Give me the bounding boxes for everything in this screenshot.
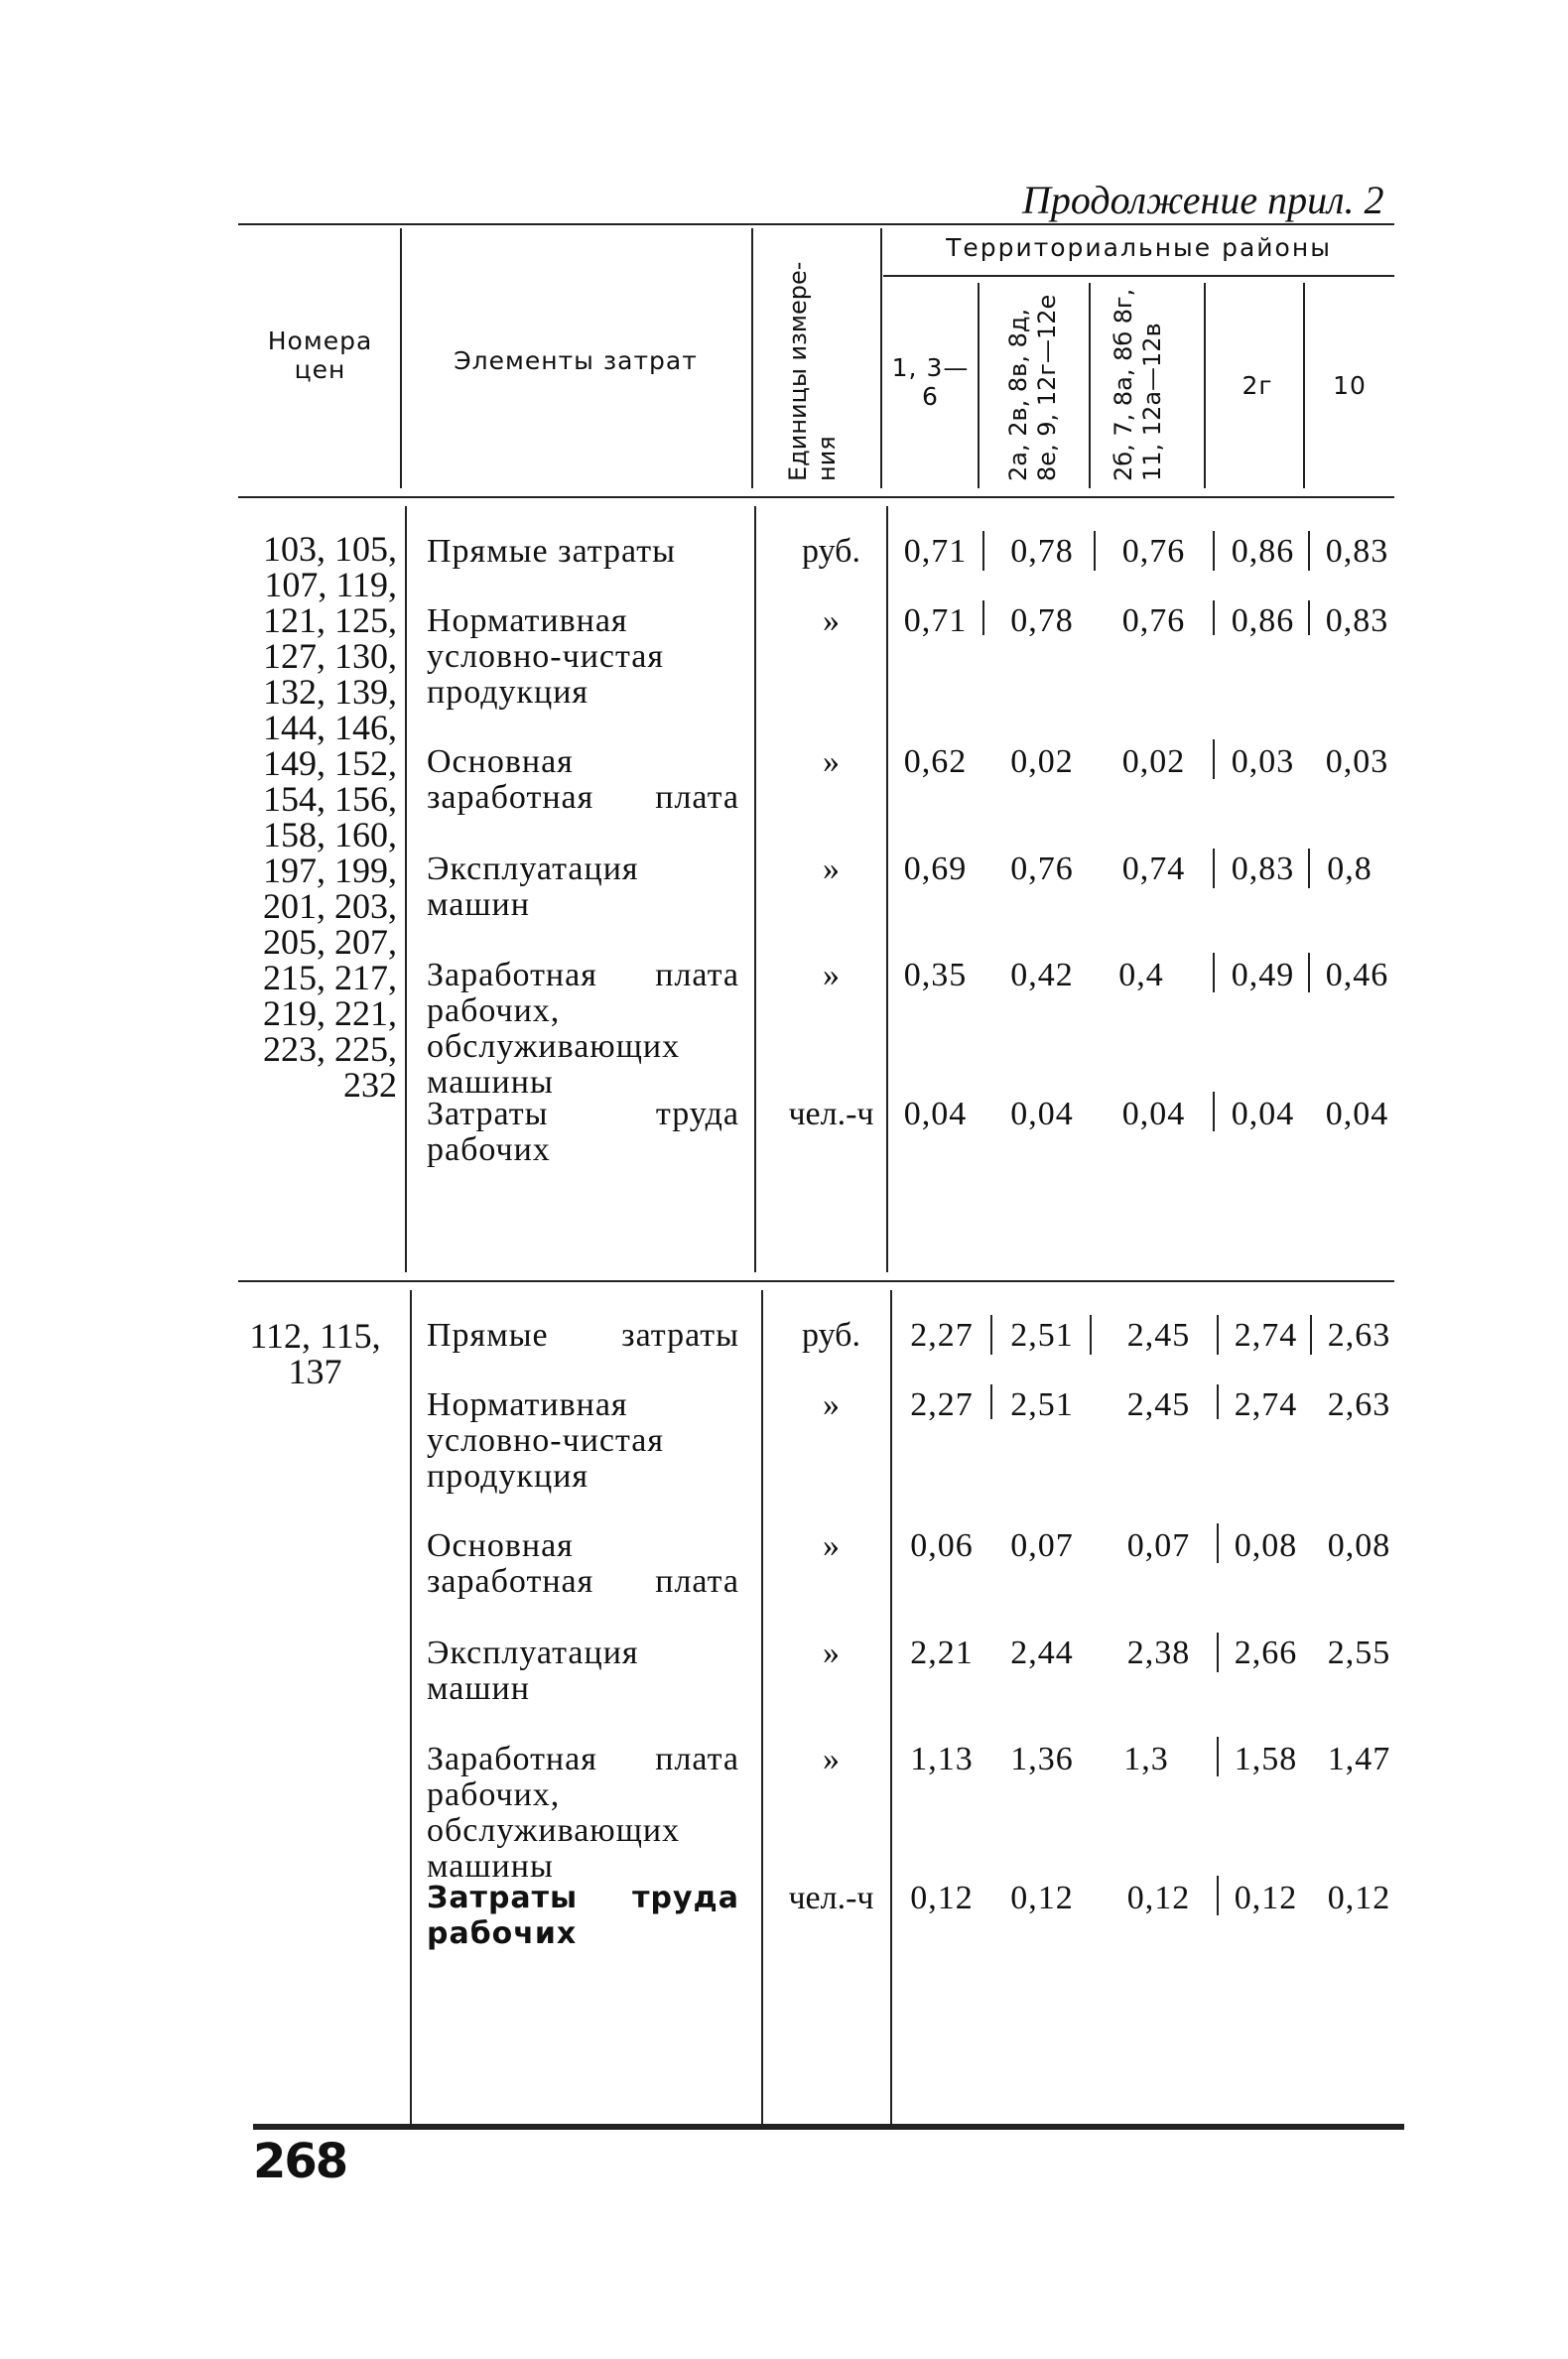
vline-g1-4b xyxy=(982,600,984,635)
header-number: Номера цен xyxy=(267,327,373,384)
group-divider-rule xyxy=(238,1280,1394,1282)
element-name: Нормативная условно-чистая продукция xyxy=(427,602,665,711)
unit-value: » xyxy=(823,1635,840,1671)
value-r5: 2,63 xyxy=(1327,1386,1391,1423)
value-r4: 2,74 xyxy=(1234,1317,1298,1354)
value-r1: 0,35 xyxy=(903,957,968,993)
vline-g1-6d xyxy=(1213,849,1215,888)
header-bottom-rule xyxy=(238,496,1394,498)
value-r1: 0,71 xyxy=(903,602,968,639)
value-r4: 0,83 xyxy=(1231,851,1295,887)
value-r3: 2,45 xyxy=(1126,1317,1191,1354)
value-r4: 1,58 xyxy=(1234,1741,1298,1777)
vline-h6 xyxy=(1204,283,1206,488)
value-r5: 0,46 xyxy=(1325,957,1389,993)
unit-value: » xyxy=(823,851,840,887)
value-r3: 0,04 xyxy=(1121,1096,1186,1132)
vline-g1-6b xyxy=(1213,600,1215,635)
vline-h2 xyxy=(751,228,753,488)
element-name: Основная заработная плата xyxy=(427,1527,739,1600)
value-r2: 2,44 xyxy=(1010,1635,1074,1671)
value-r4: 0,04 xyxy=(1231,1096,1295,1132)
element-name: Затраты труда рабочих xyxy=(427,1096,739,1168)
value-r5: 1,47 xyxy=(1327,1741,1391,1777)
group-2-numbers: 112, 115, 137 xyxy=(249,1316,381,1391)
value-r4: 0,86 xyxy=(1231,533,1295,570)
vline-h7 xyxy=(1303,283,1305,488)
vline-h4 xyxy=(978,283,980,488)
value-r2: 2,51 xyxy=(1010,1317,1074,1354)
vline-g2-2 xyxy=(761,1290,763,2124)
value-r1: 2,21 xyxy=(910,1635,974,1671)
element-name: Прямые затраты xyxy=(427,533,676,570)
element-name: Нормативная условно-чистая продукция xyxy=(427,1386,665,1495)
table-caption: Продолжение прил. 2 xyxy=(1022,178,1384,222)
vline-h5 xyxy=(1089,283,1091,488)
value-r2: 0,42 xyxy=(1010,957,1074,993)
regions-rule xyxy=(883,275,1394,277)
header-region-2: 2а, 2в, 8в, 8д, 8е, 9, 12г—12е xyxy=(1004,294,1061,481)
element-name: Эксплуатация машин xyxy=(427,1635,639,1707)
value-r4: 0,03 xyxy=(1231,743,1295,780)
header-region-5: 10 xyxy=(1333,371,1367,400)
vline-h1 xyxy=(400,228,402,488)
value-r3: 0,02 xyxy=(1121,743,1186,780)
value-r1: 0,04 xyxy=(903,1096,968,1132)
value-r1: 0,12 xyxy=(910,1880,974,1916)
vline-g1-6c xyxy=(1213,739,1215,779)
value-r1: 0,62 xyxy=(903,743,968,780)
element-name: Прямые затраты xyxy=(427,1317,739,1354)
value-r3: 2,38 xyxy=(1126,1635,1191,1671)
vline-h3 xyxy=(880,228,882,488)
unit-value: » xyxy=(823,1386,840,1423)
value-r2: 0,78 xyxy=(1010,602,1074,639)
header-regions: Территориальные районы xyxy=(946,233,1332,262)
value-r5: 0,83 xyxy=(1325,602,1389,639)
value-r4: 2,66 xyxy=(1234,1635,1298,1671)
value-r1: 2,27 xyxy=(910,1386,974,1423)
unit-value: руб. xyxy=(802,1317,860,1354)
value-r2: 0,78 xyxy=(1010,533,1074,570)
bottom-rule xyxy=(253,2124,1404,2130)
vline-g2-1 xyxy=(410,1290,412,2124)
value-r3: 0,4 xyxy=(1118,957,1164,993)
top-rule xyxy=(238,223,1394,225)
value-r2: 0,07 xyxy=(1010,1527,1074,1564)
value-r2: 1,36 xyxy=(1010,1741,1074,1777)
unit-value: » xyxy=(823,602,840,639)
value-r3: 0,74 xyxy=(1121,851,1186,887)
vline-g1-4a xyxy=(982,531,984,571)
value-r3: 1,3 xyxy=(1123,1741,1169,1777)
vline-g1-1 xyxy=(405,506,407,1272)
value-r3: 0,12 xyxy=(1126,1880,1191,1916)
header-region-4: 2г xyxy=(1241,371,1273,400)
value-r5: 0,04 xyxy=(1325,1096,1389,1132)
value-r4: 0,08 xyxy=(1234,1527,1298,1564)
element-name: Затраты труда рабочих xyxy=(427,1881,739,1951)
value-r1: 0,71 xyxy=(903,533,968,570)
vline-g1-6a xyxy=(1213,531,1215,571)
value-r4: 0,86 xyxy=(1231,602,1295,639)
element-name: Основная заработная плата xyxy=(427,743,739,816)
value-r2: 0,04 xyxy=(1010,1096,1074,1132)
value-r5: 0,08 xyxy=(1327,1527,1391,1564)
value-r1: 1,13 xyxy=(910,1741,974,1777)
value-r2: 2,51 xyxy=(1010,1386,1074,1423)
value-r2: 0,12 xyxy=(1010,1880,1074,1916)
value-r2: 0,76 xyxy=(1010,851,1074,887)
value-r5: 2,63 xyxy=(1327,1317,1391,1354)
value-r3: 0,76 xyxy=(1121,533,1186,570)
element-name: Заработная плата рабочих, обслуживающих машины xyxy=(427,1741,739,1885)
value-r1: 0,06 xyxy=(910,1527,974,1564)
value-r3: 2,45 xyxy=(1126,1386,1191,1423)
header-region-1: 1, 3—6 xyxy=(891,353,970,411)
header-unit: Единицы измере-ния xyxy=(784,261,841,481)
value-r5: 0,83 xyxy=(1325,533,1389,570)
value-r3: 0,76 xyxy=(1121,602,1186,639)
value-r4: 0,49 xyxy=(1231,957,1295,993)
page-number: 268 xyxy=(253,2134,347,2189)
unit-value: руб. xyxy=(802,533,860,570)
value-r5: 0,12 xyxy=(1327,1880,1391,1916)
element-name: Эксплуатация машин xyxy=(427,851,639,923)
value-r4: 0,12 xyxy=(1234,1880,1298,1916)
group-1-numbers: 103, 105, 107, 119, 121, 125, 127, 130, 132, 139, 144, 146, 149, 152, 154, 156, 158, 160, 197, 199, 201, 203, 205, 207, 215, 217, 219, 221, 223, 225, 232 xyxy=(263,529,397,1105)
element-name: Заработная плата рабочих, обслуживающих машины xyxy=(427,957,739,1101)
value-r5: 0,8 xyxy=(1327,851,1372,887)
unit-value: » xyxy=(823,1741,840,1777)
vline-g1-6e xyxy=(1213,953,1215,992)
value-r2: 0,02 xyxy=(1010,743,1074,780)
header-region-3: 2б, 7, 8а, 8б 8г, 11, 12а—12в xyxy=(1110,288,1166,481)
header-elements: Элементы затрат xyxy=(454,346,698,375)
unit-value: чел.-ч xyxy=(788,1880,874,1916)
unit-value: » xyxy=(823,1527,840,1564)
value-r1: 2,27 xyxy=(910,1317,974,1354)
value-r5: 0,03 xyxy=(1325,743,1389,780)
vline-g1-2 xyxy=(754,506,756,1272)
unit-value: чел.-ч xyxy=(788,1096,874,1132)
value-r1: 0,69 xyxy=(903,851,968,887)
value-r3: 0,07 xyxy=(1126,1527,1191,1564)
value-r4: 2,74 xyxy=(1234,1386,1298,1423)
vline-g1-6f xyxy=(1213,1092,1215,1131)
unit-value: » xyxy=(823,957,840,993)
value-r5: 2,55 xyxy=(1327,1635,1391,1671)
unit-value: » xyxy=(823,743,840,780)
